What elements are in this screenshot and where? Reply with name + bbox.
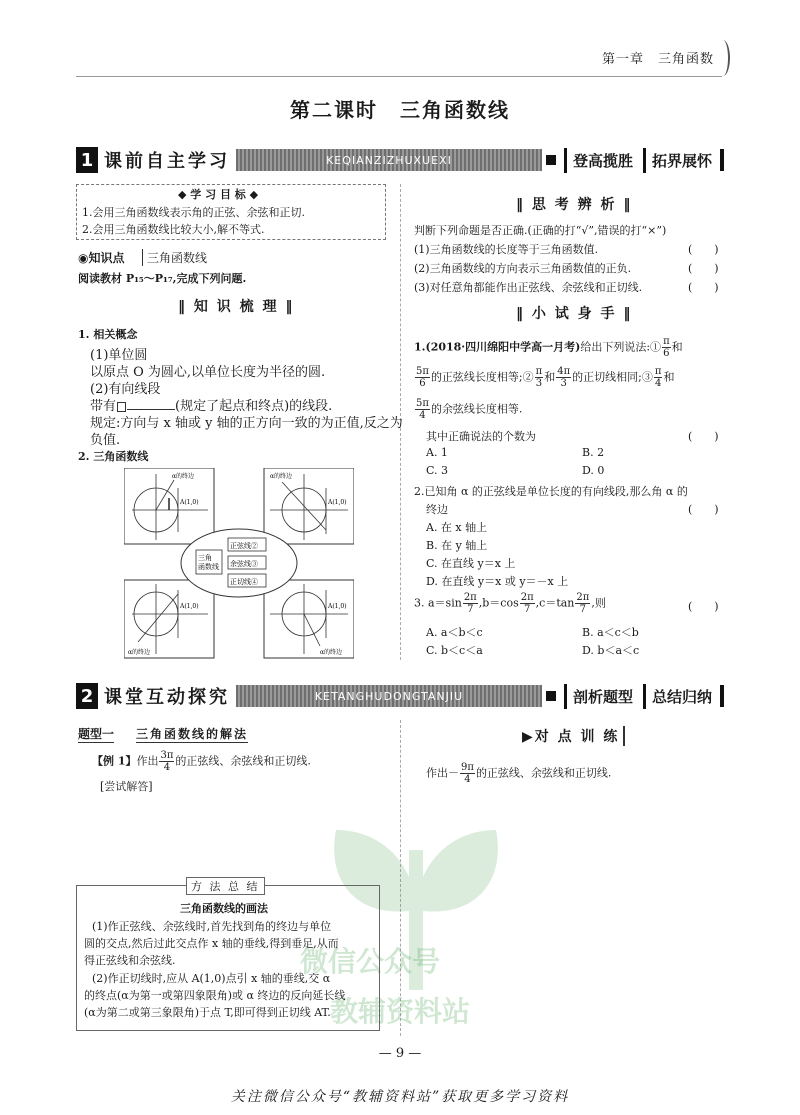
section2-number: 2 bbox=[76, 683, 98, 709]
try-heading: ‖ 小 试 身 手 ‖ bbox=[516, 306, 633, 322]
think-heading: ‖ 思 考 辨 析 ‖ bbox=[516, 197, 633, 213]
diagram-branch-sine: 正弦线② bbox=[230, 542, 258, 550]
section1-endbar bbox=[720, 149, 724, 171]
section1-label: 课前自主学习 bbox=[104, 151, 230, 172]
q1-and: 和 bbox=[671, 340, 683, 354]
q3-b: ,b＝cos bbox=[478, 596, 519, 610]
section2-endbar bbox=[720, 685, 724, 707]
section2-square-icon bbox=[546, 691, 556, 701]
method-line: (α为第二或第三象限角)于点 T,即可得到正切线 AT. bbox=[84, 1006, 331, 1019]
blank-number-box bbox=[117, 402, 126, 412]
diagram-point-a: A(1,0) bbox=[328, 499, 347, 506]
q1-option: A. 1 bbox=[426, 446, 448, 459]
concept-2: 2. 三角函数线 bbox=[78, 450, 149, 463]
rule-text-2: 负值. bbox=[90, 433, 121, 448]
diagram-terminal-label: α的终边 bbox=[172, 473, 195, 480]
fraction: $\frac{2\pi}{7}$ bbox=[576, 592, 590, 615]
fill-blank-1 bbox=[127, 409, 175, 410]
goals-item: 1.会用三角函数线表示角的正弦、余弦和正切. bbox=[82, 206, 305, 219]
chapter-header: 第一章 三角函数 bbox=[601, 52, 714, 67]
q2-option: D. 在直线 y＝x 或 y＝－x 上 bbox=[426, 575, 569, 588]
fraction: $\frac{\pi}{4}$ bbox=[654, 366, 662, 389]
think-intro: 判断下列命题是否正确.(正确的打“√”,错误的打“×”) bbox=[414, 224, 667, 237]
q2-text2: 终边 bbox=[426, 503, 448, 516]
diagram-center-label: 函数线 bbox=[198, 563, 219, 571]
practice-pre: 作出－ bbox=[426, 766, 459, 780]
q1-text2: 的正弦线长度相等;② bbox=[430, 370, 534, 384]
footer-note: 关注微信公众号“教辅资料站”获取更多学习资料 bbox=[230, 1089, 570, 1105]
method-title: 三角函数线的画法 bbox=[180, 902, 268, 915]
watermark-line2: 教辅资料站 bbox=[330, 995, 471, 1028]
question-1-line1 bbox=[414, 336, 683, 359]
fraction: $\frac{\pi}{3}$ bbox=[535, 366, 543, 389]
goals-title: ◆ 学 习 目 标 ◆ bbox=[178, 188, 259, 201]
question-1-line2 bbox=[414, 366, 674, 389]
attempt-label: [尝试解答] bbox=[100, 780, 153, 793]
q1-text3: 的正切线相同;③ bbox=[572, 370, 653, 384]
q1-source: 1.(2018·四川绵阳中学高一月考) bbox=[414, 340, 581, 354]
q1-text4: 的余弦线长度相等. bbox=[430, 402, 523, 416]
page-number: — 9 — bbox=[378, 1046, 422, 1061]
method-line: 圆的交点,然后过此交点作 x 轴的垂线,得到垂足,从而 bbox=[84, 937, 339, 950]
section1-banner bbox=[76, 146, 724, 174]
answer-paren: ( ) bbox=[688, 430, 719, 443]
fraction: $\frac{3\pi}{4}$ bbox=[160, 750, 174, 773]
q2-option: A. 在 x 轴上 bbox=[426, 521, 488, 534]
example-post: 的正弦线、余弦线和正切线. bbox=[175, 754, 311, 768]
knowledge-heading: ‖ 知 识 梳 理 ‖ bbox=[178, 299, 295, 315]
fraction: $\frac{9\pi}{4}$ bbox=[461, 762, 474, 785]
q3-pre: 3. a＝sin bbox=[414, 596, 462, 610]
concept-1: 1. 相关概念 bbox=[78, 328, 138, 341]
q3-end: ,则 bbox=[591, 596, 606, 610]
diagram-point-a: A(1,0) bbox=[328, 603, 347, 610]
read-instruction: 阅读教材 P₁₅～P₁₇,完成下列问题. bbox=[78, 272, 247, 285]
answer-paren: ( ) bbox=[688, 262, 719, 275]
method-line: (2)作正切线时,应从 A(1,0)点引 x 轴的垂线,交 α bbox=[92, 972, 331, 985]
chapter-curve-decoration bbox=[716, 40, 730, 76]
think-item: (2)三角函数线的方向表示三角函数值的正负. bbox=[414, 262, 632, 275]
method-line: 得正弦线和余弦线. bbox=[84, 954, 176, 967]
section1-square-icon bbox=[546, 155, 556, 165]
answer-paren: ( ) bbox=[688, 281, 719, 294]
q2-text: 2.已知角 α 的正弦线是单位长度的有向线段,那么角 α 的 bbox=[414, 485, 688, 498]
method-line: 的终点(α为第一或第四象限角)或 α 终边的反向延长线 bbox=[84, 989, 346, 1002]
answer-paren: ( ) bbox=[688, 243, 719, 256]
q3-c: ,c＝tan bbox=[535, 596, 575, 610]
think-item: (1)三角函数线的长度等于三角函数值. bbox=[414, 243, 599, 256]
fraction: $\frac{5\pi}{6}$ bbox=[416, 366, 429, 389]
diagram-center-label: 三角 bbox=[198, 554, 212, 562]
answer-paren: ( ) bbox=[688, 503, 719, 516]
example-label: 【例 1】 bbox=[92, 754, 137, 768]
example-pre: 作出 bbox=[136, 754, 159, 768]
diagram-point-a: A(1,0) bbox=[180, 603, 199, 610]
type1-title: 三角函数线的解法 bbox=[136, 727, 249, 741]
fraction: $\frac{\pi}{6}$ bbox=[663, 336, 670, 359]
q2-option: C. 在直线 y＝x 上 bbox=[426, 557, 516, 570]
section2-pinyin: KETANGHUDONGTANJIU bbox=[236, 685, 542, 707]
diagram-terminal-label: α的终边 bbox=[270, 473, 293, 480]
diagram-panel-q3 bbox=[124, 580, 214, 658]
type1-label: 题型一 bbox=[78, 727, 115, 741]
section1-number: 1 bbox=[76, 147, 98, 173]
section2-label: 课堂互动探究 bbox=[104, 687, 230, 708]
section2-tag2: 总结归纳 bbox=[643, 684, 718, 709]
q1-option: C. 3 bbox=[426, 464, 449, 477]
diagram-branch-cosine: 余弦线③ bbox=[230, 560, 258, 568]
trig-lines-diagram bbox=[124, 468, 354, 660]
knowledge-point-name: 三角函数线 bbox=[142, 249, 207, 266]
diagram-panel-q4 bbox=[264, 580, 354, 658]
fraction: $\frac{4\pi}{3}$ bbox=[557, 366, 571, 389]
diagram-panel-q1 bbox=[124, 468, 214, 544]
fraction: $\frac{2\pi}{7}$ bbox=[463, 592, 477, 615]
diagram-terminal-label: α的终边 bbox=[128, 649, 151, 656]
knowledge-point-label: ◉知识点 bbox=[78, 251, 125, 265]
concept-1a: (1)单位圆 bbox=[90, 348, 148, 363]
section2-tag1: 剖析题型 bbox=[564, 684, 639, 709]
q1-option: D. 0 bbox=[582, 464, 605, 477]
watermark-line1: 微信公众号 bbox=[300, 945, 441, 978]
section1-tag1: 登高揽胜 bbox=[564, 148, 639, 173]
q1-text1: 给出下列说法:① bbox=[580, 340, 662, 354]
rule-text: 规定:方向与 x 轴或 y 轴的正方向一致的为正值,反之为 bbox=[90, 416, 403, 431]
concept-1a-text: 以原点 O 为圆心,以单位长度为半径的圆. bbox=[90, 365, 326, 380]
question-1-line3 bbox=[414, 398, 522, 421]
practice-post: 的正弦线、余弦线和正切线. bbox=[475, 766, 612, 780]
practice-text bbox=[426, 762, 611, 785]
concept-1b-pre: 带有 bbox=[90, 399, 117, 414]
method-line: (1)作正弦线、余弦线时,首先找到角的终边与单位 bbox=[92, 920, 332, 933]
method-tag: 方 法 总 结 bbox=[186, 877, 265, 895]
diagram-point-a: A(1,0) bbox=[180, 499, 199, 506]
concept-1b-post: (规定了起点和终点)的线段. bbox=[175, 399, 333, 414]
diagram-branch-tangent: 正切线④ bbox=[230, 578, 258, 586]
question-3 bbox=[414, 592, 606, 615]
goals-item: 2.会用三角函数线比较大小,解不等式. bbox=[82, 223, 265, 236]
top-rule bbox=[76, 76, 722, 77]
q3-option: B. a＜c＜b bbox=[582, 626, 639, 639]
section1-tag2: 拓界展怀 bbox=[643, 148, 718, 173]
q3-option: A. a＜b＜c bbox=[426, 626, 483, 639]
section2-banner bbox=[76, 682, 724, 710]
practice-heading: ▶对 点 训 练 bbox=[522, 726, 625, 746]
q1-and: 和 bbox=[544, 370, 556, 384]
q1-ask: 其中正确说法的个数为 bbox=[426, 430, 536, 443]
think-item: (3)对任意角都能作出正弦线、余弦线和正切线. bbox=[414, 281, 643, 294]
q1-option: B. 2 bbox=[582, 446, 605, 459]
diagram-terminal-label: α的终边 bbox=[320, 649, 343, 656]
example-1 bbox=[92, 750, 311, 773]
page-title: 第二课时 三角函数线 bbox=[290, 98, 510, 122]
answer-paren: ( ) bbox=[688, 600, 719, 613]
concept-1b: (2)有向线段 bbox=[90, 382, 161, 397]
q3-option: D. b＜a＜c bbox=[582, 644, 640, 657]
fraction: $\frac{2\pi}{7}$ bbox=[520, 592, 534, 615]
q3-option: C. b＜c＜a bbox=[426, 644, 483, 657]
fraction: $\frac{5\pi}{4}$ bbox=[416, 398, 429, 421]
q2-option: B. 在 y 轴上 bbox=[426, 539, 488, 552]
q1-and: 和 bbox=[663, 370, 675, 384]
section1-pinyin: KEQIANZIZHUXUEXI bbox=[236, 149, 542, 171]
